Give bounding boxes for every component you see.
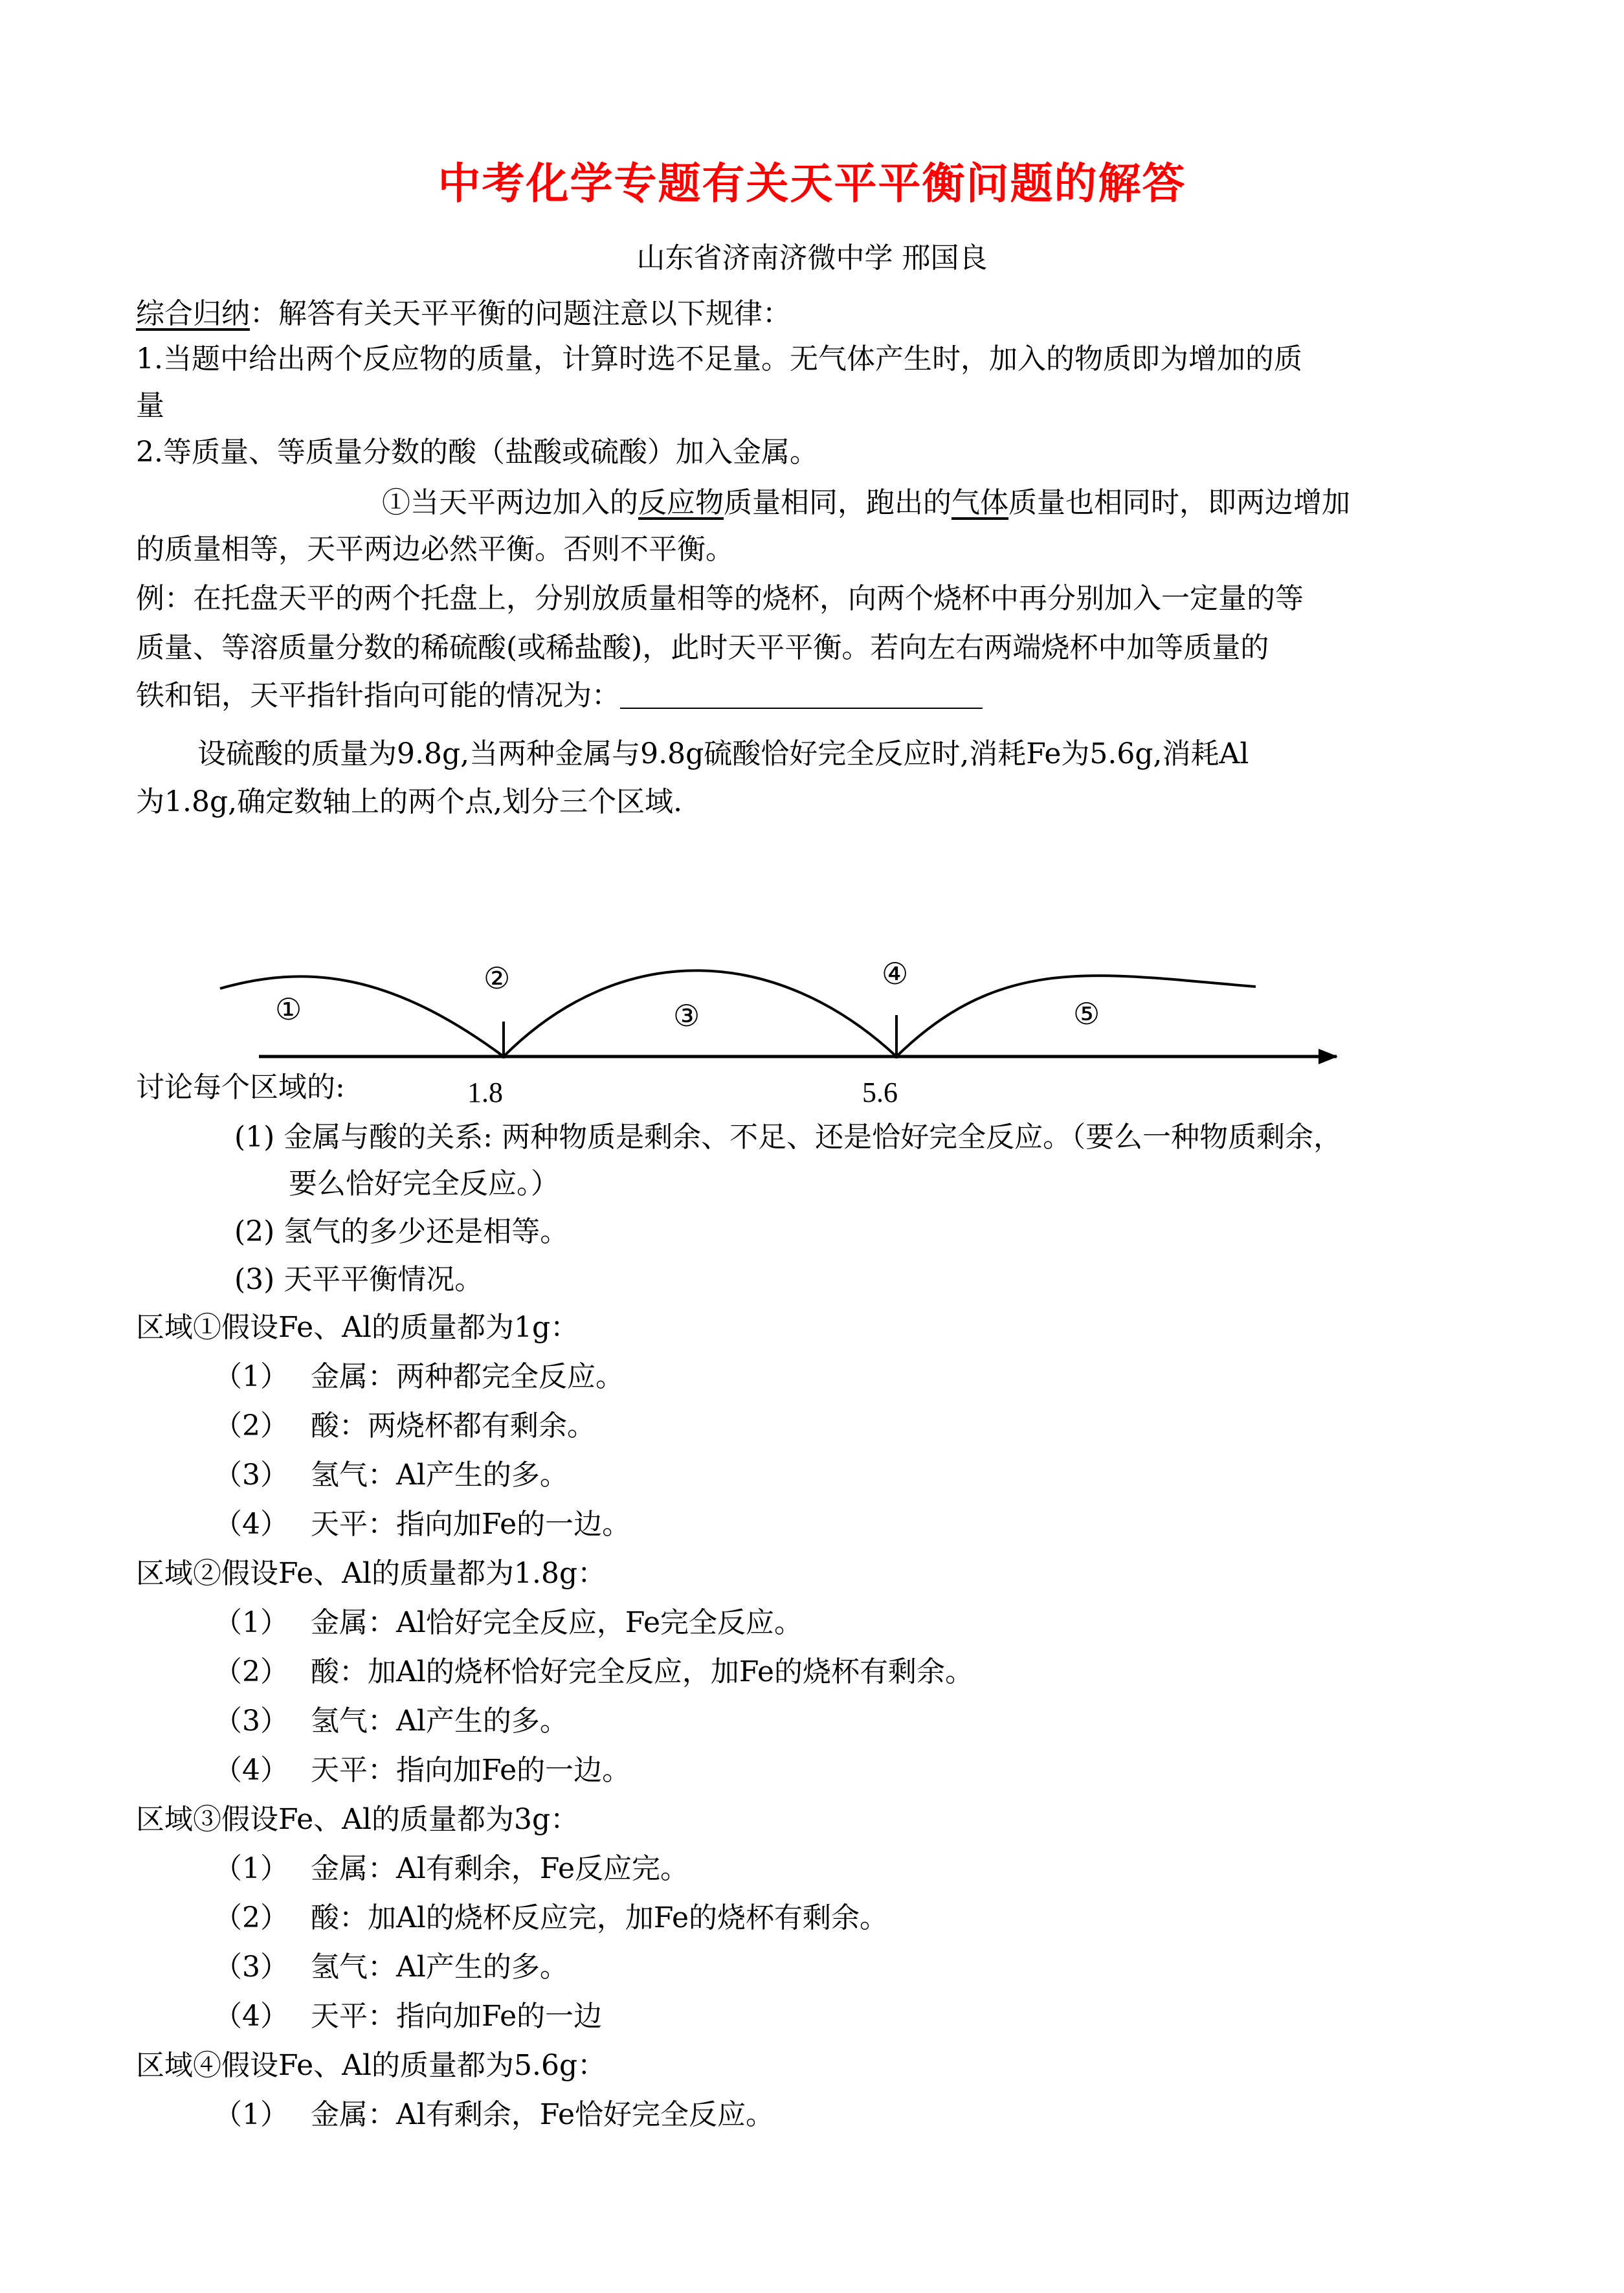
region-label-4: ④ [882,956,909,991]
discussion-item-1: (1) 金属与酸的关系: 两种物质是剩余、不足、还是恰好完全反应。（要么一种物质剩余， [234,1121,1342,1154]
list-item: （2） 酸：加Al的烧杯恰好完全反应，加Fe的烧杯有剩余。 [214,1655,974,1688]
list-item: （4） 天平：指向加Fe的一边。 [214,1508,631,1541]
region-curve-3 [504,970,896,1057]
rule2-line1: 2.等质量、等质量分数的酸（盐酸或硫酸）加入金属。 [136,436,818,469]
list-item: （1） 金属：Al有剩余，Fe恰好完全反应。 [214,2098,775,2131]
rule2-line3: 的质量相等，天平两边必然平衡。否则不平衡。 [136,533,734,566]
rule2-text-a: ①当天平两边加入的 [382,486,638,519]
region-label-3: ③ [673,998,700,1033]
discussion-item-2: (2) 氢气的多少还是相等。 [234,1215,569,1248]
setup-line2: 为1.8g,确定数轴上的两个点,划分三个区域. [136,785,683,818]
setup-line1: 设硫酸的质量为9.8g,当两种金属与9.8g硫酸恰好完全反应时,消耗Fe为5.6g,消耗Al [197,737,1249,770]
list-item: （1） 金属：两种都完全反应。 [214,1360,624,1393]
list-item: （3） 氢气：Al产生的多。 [214,1459,568,1492]
discussion-item-1-cont: 要么恰好完全反应。） [289,1167,559,1200]
author-line: 山东省济南济微中学 邢国良 [636,241,988,274]
rule1-line2: 量 [136,389,164,422]
discussion-heading: 讨论每个区域的: [136,1071,345,1104]
list-item: （3） 氢气：Al产生的多。 [214,1705,568,1738]
example-line1: 例：在托盘天平的两个托盘上，分别放质量相等的烧杯，向两个烧杯中再分别加入一定量的等 [136,582,1304,615]
list-item: （2） 酸：加Al的烧杯反应完，加Fe的烧杯有剩余。 [214,1901,889,1934]
tick-label-1.8: 1.8 [467,1077,503,1108]
list-item: （4） 天平：指向加Fe的一边 [214,2000,603,2033]
rule2-underline-gas: 气体 [951,486,1008,519]
list-item: （2） 酸：两烧杯都有剩余。 [214,1409,595,1442]
list-item: （4） 天平：指向加Fe的一边。 [214,1754,631,1787]
list-item: （1） 金属：Al恰好完全反应，Fe完全反应。 [214,1606,803,1639]
area-1-heading: 区域①假设Fe、Al的质量都为1g： [136,1311,579,1344]
example-question: 铁和铝，天平指针指向可能的情况为： [136,679,620,712]
region-curve-1 [220,976,504,1057]
summary-label: 综合归纳 [136,297,250,330]
region-label-2: ② [484,961,511,996]
list-item: （1） 金属：Al有剩余，Fe反应完。 [214,1852,689,1885]
area-4-heading: 区域④假设Fe、Al的质量都为5.6g： [136,2049,606,2082]
summary-text: ：解答有关天平平衡的问题注意以下规律： [250,297,791,330]
region-label-5: ⑤ [1073,996,1100,1031]
example-line2: 质量、等溶质量分数的稀硫酸(或稀盐酸)，此时天平平衡。若向左右两端烧杯中加等质量的 [136,631,1269,664]
area-2-heading: 区域②假设Fe、Al的质量都为1.8g： [136,1557,606,1590]
area-3-heading: 区域③假设Fe、Al的质量都为3g： [136,1803,579,1836]
list-item: （3） 氢气：Al产生的多。 [214,1951,568,1984]
rule2-underline-reactant: 反应物 [638,486,724,519]
rule1-line1: 1.当题中给出两个反应物的质量，计算时选不足量。无气体产生时，加入的物质即为增加的质 [136,342,1302,375]
rule2-text-b: 质量相同，跑出的 [724,486,951,519]
document-title: 中考化学专题有关天平平衡问题的解答 [438,158,1186,208]
rule2-text-c: 质量也相同时，即两边增加 [1008,486,1350,519]
tick-label-5.6: 5.6 [862,1077,898,1108]
discussion-item-3: (3) 天平平衡情况。 [234,1263,484,1296]
region-label-1: ① [275,992,302,1027]
